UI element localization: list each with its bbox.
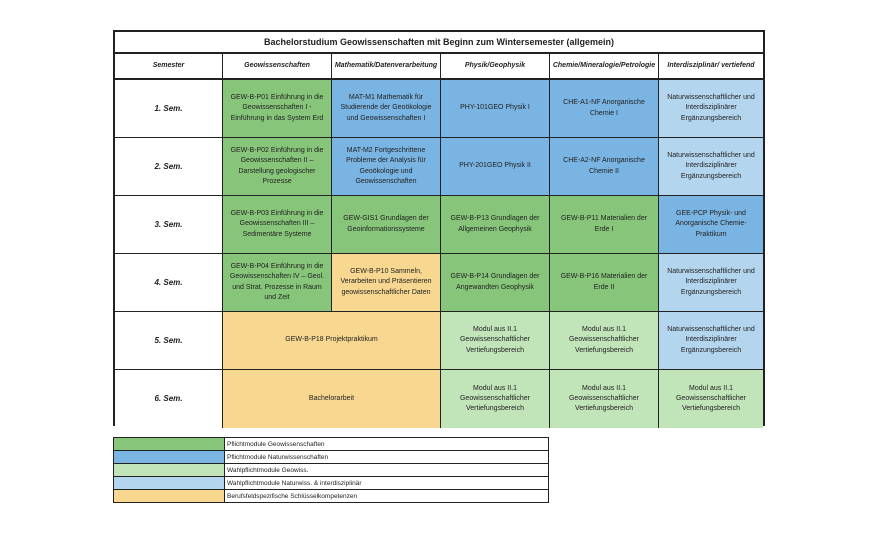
module-cell: PHY-101GEO Physik I [441, 80, 550, 138]
module-cell: Modul aus II.1 Geowissenschaftlicher Vertiefungsbereich [550, 370, 659, 428]
legend-row [113, 477, 549, 490]
legend-swatch [114, 451, 225, 463]
legend-label: Wahlpflichtmodule Naturwiss. & interdisziplinär [225, 477, 548, 489]
module-cell: Naturwissenschaftlicher und Interdisziplinärer Ergänzungsbereich [659, 138, 763, 196]
header-chemie-line2: Petrologie [620, 61, 656, 69]
header-chemie [550, 54, 659, 78]
legend-swatch [114, 490, 225, 502]
legend-swatch [114, 477, 225, 489]
legend-label: Wahlpflichtmodule Geowiss. [225, 464, 548, 476]
header-mathematik-line2: Datenverarbeitung [375, 61, 438, 69]
module-cell: Naturwissenschaftlicher und Interdisziplinärer Ergänzungsbereich [659, 254, 763, 312]
module-cell: GEW-B-P02 Einführung in die Geowissenschaften II – Darstellung geologischer Prozesse [223, 138, 332, 196]
module-cell: GEW-B-P18 Projektpraktikum [223, 312, 441, 370]
module-cell: GEW-B-P16 Materialien der Erde II [550, 254, 659, 312]
legend-label: Pflichtmodule Geowissenschaften [225, 438, 548, 450]
semester-label: 4. Sem. [115, 254, 223, 312]
module-cell: Modul aus II.1 Geowissenschaftlicher Vertiefungsbereich [441, 312, 550, 370]
legend-row [113, 437, 549, 451]
module-cell: CHE-A2-NF Anorganische Chemie II [550, 138, 659, 196]
legend-label: Berufsfeldspezifische Schlüsselkompetenzen [225, 490, 548, 502]
module-cell: GEW-B-P11 Materialien der Erde I [550, 196, 659, 254]
legend-swatch [114, 438, 225, 450]
module-cell: MAT-M1 Mathematik für Studierende der Geoökologie und Geowissenschaften I [332, 80, 441, 138]
module-cell: CHE-A1-NF Anorganische Chemie I [550, 80, 659, 138]
table-title: Bachelorstudium Geowissenschaften mit Beginn zum Wintersemester (allgemein) [115, 32, 763, 54]
module-cell: MAT-M2 Fortgeschrittene Probleme der Analysis für Geoökologie und Geowissenschaften [332, 138, 441, 196]
semester-label: 5. Sem. [115, 312, 223, 370]
header-mathematik [332, 54, 441, 78]
module-cell: Naturwissenschaftlicher und Interdisziplinärer Ergänzungsbereich [659, 312, 763, 370]
legend-label: Pflichtmodule Naturwissenschaften [225, 451, 548, 463]
header-physik: Physik/Geophysik [441, 54, 550, 78]
module-cell: GEW-B-P01 Einführung in die Geowissenschaften I - Einführung in das System Erd [223, 80, 332, 138]
header-mathematik-line1: Mathematik/ [334, 61, 376, 69]
module-cell: GEW-B-P14 Grundlagen der Angewandten Geophysik [441, 254, 550, 312]
header-chemie-line1: Chemie/Mineralogie/ [552, 61, 621, 69]
header-row [115, 54, 763, 80]
header-interdisziplinaer: Interdisziplinär/ vertiefend [667, 61, 755, 69]
module-cell: GEW-B-P13 Grundlagen der Allgemeinen Geophysik [441, 196, 550, 254]
legend-swatch [114, 464, 225, 476]
legend-row [113, 490, 549, 503]
semester-label: 3. Sem. [115, 196, 223, 254]
legend [113, 437, 549, 503]
module-cell: Naturwissenschaftlicher und Interdisziplinärer Ergänzungsbereich [659, 80, 763, 138]
module-cell: Modul aus II.1 Geowissenschaftlicher Vertiefungsbereich [441, 370, 550, 428]
module-cell: GEW-B-P04 Einführung in die Geowissenschaften IV – Geol. und Strat. Prozesse in Raum und Zeit [223, 254, 332, 312]
semester-label: 6. Sem. [115, 370, 223, 428]
legend-row [113, 451, 549, 464]
semester-label: 1. Sem. [115, 80, 223, 138]
module-cell: GEW-B-P10 Sammeln, Verarbeiten und Präsentieren geowissenschaftlicher Daten [332, 254, 441, 312]
module-cell: GEE-PCP Physik- und Anorganische Chemie-Praktikum [659, 196, 763, 254]
study-plan-table [113, 30, 765, 426]
semester-label: 2. Sem. [115, 138, 223, 196]
module-cell: Modul aus II.1 Geowissenschaftlicher Vertiefungsbereich [659, 370, 763, 428]
module-cell: GEW-B-P03 Einführung in die Geowissenschaften III – Sedimentäre Systeme [223, 196, 332, 254]
module-cell: GEW-GIS1 Grundlagen der Geoinformationssysteme [332, 196, 441, 254]
header-geowissenschaften: Geowissenschaften [223, 54, 332, 78]
header-semester: Semester [115, 54, 223, 78]
module-cell: Modul aus II.1 Geowissenschaftlicher Vertiefungsbereich [550, 312, 659, 370]
module-cell: PHY-201GEO Physik II [441, 138, 550, 196]
table-body [115, 80, 763, 428]
legend-row [113, 464, 549, 477]
module-cell: Bachelorarbeit [223, 370, 441, 428]
